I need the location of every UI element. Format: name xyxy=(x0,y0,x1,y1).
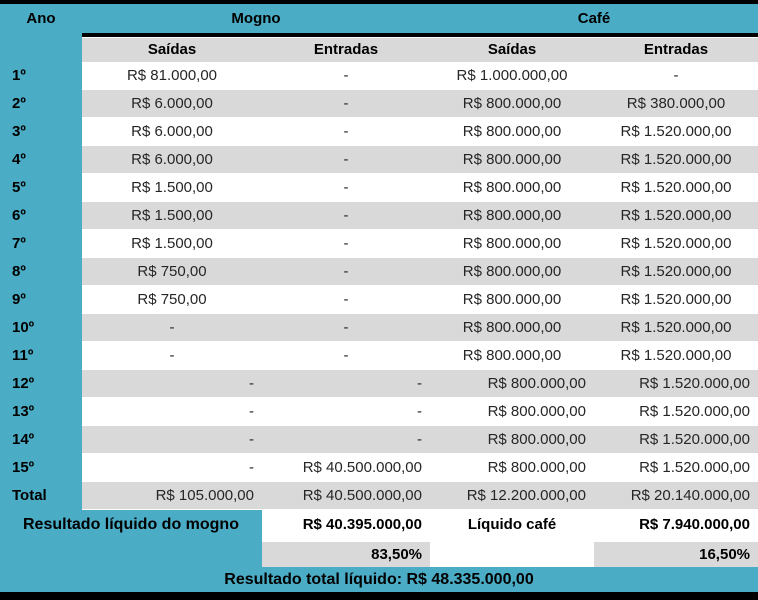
cafe-entradas-cell: R$ 1.520.000,00 xyxy=(594,314,758,342)
cafe-saidas-cell: R$ 800.000,00 xyxy=(430,342,594,370)
mogno-saidas-cell: R$ 750,00 xyxy=(82,258,262,286)
cafe-net-label: Líquido café xyxy=(430,510,594,540)
mogno-saidas-cell: R$ 6.000,00 xyxy=(82,118,262,146)
column-group-cafe: Café xyxy=(577,10,611,27)
table-row xyxy=(0,286,758,314)
year-cell: 11º xyxy=(0,342,82,370)
mogno-entradas-cell: - xyxy=(262,62,430,90)
mogno-entradas-cell: - xyxy=(262,258,430,286)
column-header-ano: Ano xyxy=(26,10,56,27)
mogno-saidas-cell: R$ 6.000,00 xyxy=(82,146,262,174)
cafe-saidas-cell: R$ 800.000,00 xyxy=(430,174,594,202)
table-row xyxy=(0,146,758,174)
grand-total-text: Resultado total líquido: R$ 48.335.000,00 xyxy=(224,571,534,588)
cafe-entradas-cell: R$ 1.520.000,00 xyxy=(594,398,758,426)
mogno-entradas-cell: - xyxy=(262,174,430,202)
cafe-saidas-cell: R$ 800.000,00 xyxy=(430,146,594,174)
cafe-entradas-cell: R$ 1.520.000,00 xyxy=(594,118,758,146)
cafe-entradas-cell: - xyxy=(594,62,758,90)
mogno-saidas-cell: - xyxy=(82,426,262,454)
mogno-saidas-cell: R$ 750,00 xyxy=(82,286,262,314)
year-cell: 1º xyxy=(0,62,82,90)
table-row xyxy=(0,454,758,482)
table-row xyxy=(0,230,758,258)
table-row xyxy=(0,174,758,202)
cafe-percent: 16,50% xyxy=(594,540,758,567)
mogno-entradas-cell: - xyxy=(262,230,430,258)
cafe-entradas-cell: R$ 1.520.000,00 xyxy=(594,454,758,482)
cafe-entradas-cell: R$ 1.520.000,00 xyxy=(594,258,758,286)
year-cell: 3º xyxy=(0,118,82,146)
mogno-saidas-cell: R$ 1.500,00 xyxy=(82,174,262,202)
mogno-saidas-cell: R$ 1.500,00 xyxy=(82,230,262,258)
table-row xyxy=(0,426,758,454)
cafe-entradas-cell: R$ 20.140.000,00 xyxy=(594,482,758,510)
year-cell: 4º xyxy=(0,146,82,174)
year-cell: 6º xyxy=(0,202,82,230)
year-cell: 13º xyxy=(0,398,82,426)
cafe-net-value: R$ 7.940.000,00 xyxy=(594,510,758,540)
cafe-entradas-cell: R$ 1.520.000,00 xyxy=(594,286,758,314)
mogno-saidas-cell: - xyxy=(82,314,262,342)
year-cell: 9º xyxy=(0,286,82,314)
cafe-saidas-cell: R$ 800.000,00 xyxy=(430,426,594,454)
cafe-saidas-cell: R$ 800.000,00 xyxy=(430,202,594,230)
cafe-saidas-cell: R$ 800.000,00 xyxy=(430,398,594,426)
column-header-cafe-saidas: Saídas xyxy=(430,38,594,62)
mogno-entradas-cell: - xyxy=(262,426,430,454)
cafe-entradas-cell: R$ 380.000,00 xyxy=(594,90,758,118)
cafe-entradas-cell: R$ 1.520.000,00 xyxy=(594,146,758,174)
net-result-row xyxy=(0,510,758,540)
year-cell: 5º xyxy=(0,174,82,202)
mogno-entradas-cell: - xyxy=(262,146,430,174)
mogno-saidas-cell: - xyxy=(82,454,262,482)
cafe-saidas-cell: R$ 12.200.000,00 xyxy=(430,482,594,510)
year-cell: 14º xyxy=(0,426,82,454)
group-header-row xyxy=(0,4,758,33)
table-row xyxy=(0,398,758,426)
cafe-saidas-cell: R$ 1.000.000,00 xyxy=(430,62,594,90)
table-row xyxy=(0,342,758,370)
mogno-entradas-cell: - xyxy=(262,398,430,426)
table-row xyxy=(0,370,758,398)
cafe-saidas-cell: R$ 800.000,00 xyxy=(430,314,594,342)
mogno-saidas-cell: R$ 81.000,00 xyxy=(82,62,262,90)
subheader-row xyxy=(0,38,758,62)
teal-fill xyxy=(0,540,262,567)
mogno-saidas-cell: R$ 1.500,00 xyxy=(82,202,262,230)
cafe-saidas-cell: R$ 800.000,00 xyxy=(430,90,594,118)
year-cell: 12º xyxy=(0,370,82,398)
column-header-mogno-entradas: Entradas xyxy=(262,38,430,62)
table-row xyxy=(0,202,758,230)
table-row xyxy=(0,62,758,90)
mogno-saidas-cell: - xyxy=(82,342,262,370)
cafe-entradas-cell: R$ 1.520.000,00 xyxy=(594,230,758,258)
cafe-saidas-cell: R$ 800.000,00 xyxy=(430,230,594,258)
cafe-saidas-cell: R$ 800.000,00 xyxy=(430,454,594,482)
mogno-net-value: R$ 40.395.000,00 xyxy=(262,510,430,540)
mogno-entradas-cell: - xyxy=(262,118,430,146)
grand-total-row xyxy=(0,567,758,592)
cafe-saidas-cell: R$ 800.000,00 xyxy=(430,286,594,314)
mogno-saidas-cell: R$ 105.000,00 xyxy=(82,482,262,510)
mogno-entradas-cell: - xyxy=(262,286,430,314)
mogno-saidas-cell: R$ 6.000,00 xyxy=(82,90,262,118)
mogno-entradas-cell: - xyxy=(262,342,430,370)
cafe-saidas-cell: R$ 800.000,00 xyxy=(430,118,594,146)
cafe-saidas-cell: R$ 800.000,00 xyxy=(430,258,594,286)
cafe-entradas-cell: R$ 1.520.000,00 xyxy=(594,174,758,202)
table-row xyxy=(0,90,758,118)
mogno-saidas-cell: - xyxy=(82,398,262,426)
year-cell: 10º xyxy=(0,314,82,342)
year-cell: 2º xyxy=(0,90,82,118)
column-header-cafe-entradas: Entradas xyxy=(594,38,758,62)
empty-cell xyxy=(430,540,594,567)
table-body xyxy=(0,62,758,510)
cafe-entradas-cell: R$ 1.520.000,00 xyxy=(594,370,758,398)
mogno-entradas-cell: - xyxy=(262,202,430,230)
year-cell: Total xyxy=(0,482,82,510)
table-row xyxy=(0,314,758,342)
table-row xyxy=(0,118,758,146)
cafe-saidas-cell: R$ 800.000,00 xyxy=(430,370,594,398)
table-row xyxy=(0,258,758,286)
mogno-entradas-cell: - xyxy=(262,90,430,118)
cafe-entradas-cell: R$ 1.520.000,00 xyxy=(594,342,758,370)
mogno-entradas-cell: R$ 40.500.000,00 xyxy=(262,482,430,510)
mogno-entradas-cell: - xyxy=(262,370,430,398)
ano-column-fill xyxy=(0,38,82,62)
mogno-percent: 83,50% xyxy=(262,540,430,567)
column-header-mogno-saidas: Saídas xyxy=(82,38,262,62)
cafe-entradas-cell: R$ 1.520.000,00 xyxy=(594,426,758,454)
column-group-mogno: Mogno xyxy=(231,10,281,27)
year-cell: 15º xyxy=(0,454,82,482)
table-row xyxy=(0,482,758,510)
mogno-saidas-cell: - xyxy=(82,370,262,398)
year-cell: 7º xyxy=(0,230,82,258)
percentage-row xyxy=(0,540,758,567)
mogno-entradas-cell: R$ 40.500.000,00 xyxy=(262,454,430,482)
mogno-net-label: Resultado líquido do mogno xyxy=(0,510,262,540)
year-cell: 8º xyxy=(0,258,82,286)
mogno-entradas-cell: - xyxy=(262,314,430,342)
cafe-entradas-cell: R$ 1.520.000,00 xyxy=(594,202,758,230)
